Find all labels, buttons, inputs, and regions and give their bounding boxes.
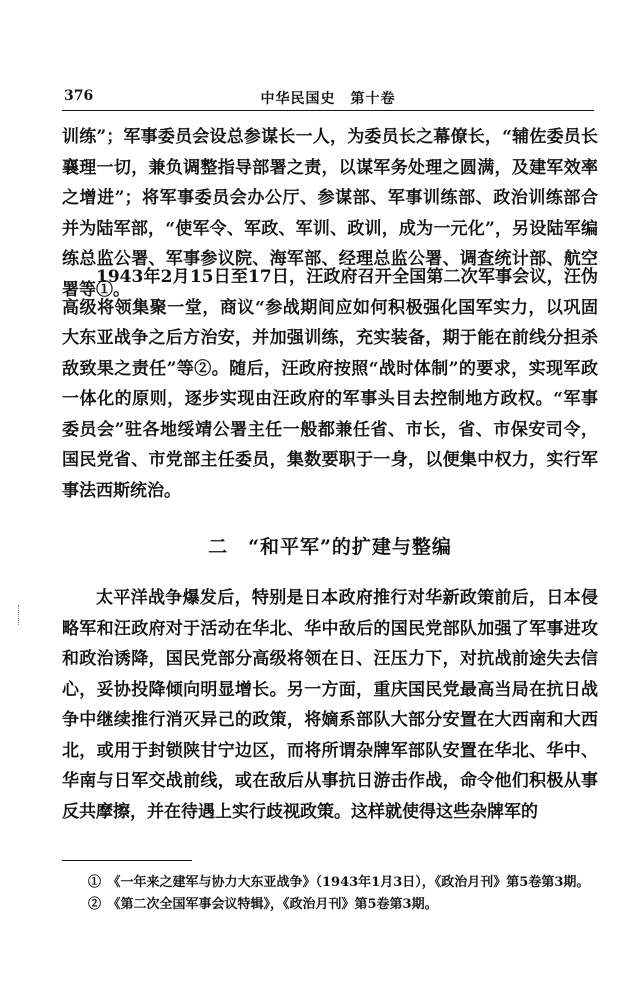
footnote-item: ② 《第二次全国军事会议特辑》，《政治月刊》第5卷第3期。	[88, 897, 438, 912]
section-heading: 二 “和平军”的扩建与整编	[208, 536, 452, 558]
footnote-item: ① 《一年来之建军与协力大东亚战争》（1943年1月3日），《政治月刊》第5卷第3期。	[88, 875, 590, 890]
margin-mark	[18, 605, 21, 625]
body-paragraph: 训练”；军事委员会设总参谋长一人，为委员长之幕僚长，“辅佐委员长襄理一切，兼负调整指导部署之责，以谋军务处理之圆满，及建军效率之增进”；将军事委员会办公厅、参谋部、军事训练部、政治训练部合并为陆军部，“使军令、军政、军训、政训，成为一元化”，另设陆军编练总监公署、军事参议院、海军部、经理总监公署、调查统计部、航空署等①。	[62, 127, 598, 300]
footnote-divider	[62, 860, 192, 861]
body-paragraph: 1943年2月15日至17日，汪政府召开全国第二次军事会议，汪伪高级将领集聚一堂，商议“参战期间应如何积极强化国军实力，以巩固大东亚战争之后方治安，并加强训练，充实装备，期于能在前线分担杀敌致果之责任”等②。随后，汪政府按照“战时体制”的要求，实现军政一体化的原则，逐步实现由汪政府的军事头目去控制地方政权。“军事委员会”驻各地绥靖公署主任一般都兼任省、市长，省、市保安司令，国民党省、市党部主任委员，集数要职于一身，以便集中权力，实行军事法西斯统治。	[62, 267, 598, 501]
page-number: 376	[64, 88, 94, 104]
running-title: 中华民国史 第十卷	[260, 91, 396, 107]
footnotes	[62, 872, 598, 916]
page-header	[62, 86, 594, 111]
body-paragraph: 太平洋战争爆发后，特别是日本政府推行对华新政策前后，日本侵略军和汪政府对于活动在华北、华中敌后的国民党部队加强了军事进攻和政治诱降，国民党部分高级将领在日、汪压力下，对抗战前途失去信心，妥协投降倾向明显增长。另一方面，重庆国民党最高当局在抗日战争中继续推行消灭异己的政策，将嫡系部队大部分安置在大西南和大西北，或用于封锁陕甘宁边区，而将所谓杂牌军部队安置在华北、华中、华南与日军交战前线，或在敌后从事抗日游击作战，命令他们积极从事反共摩擦，并在待遇上实行歧视政策。这样就使得这些杂牌军的	[62, 588, 598, 822]
